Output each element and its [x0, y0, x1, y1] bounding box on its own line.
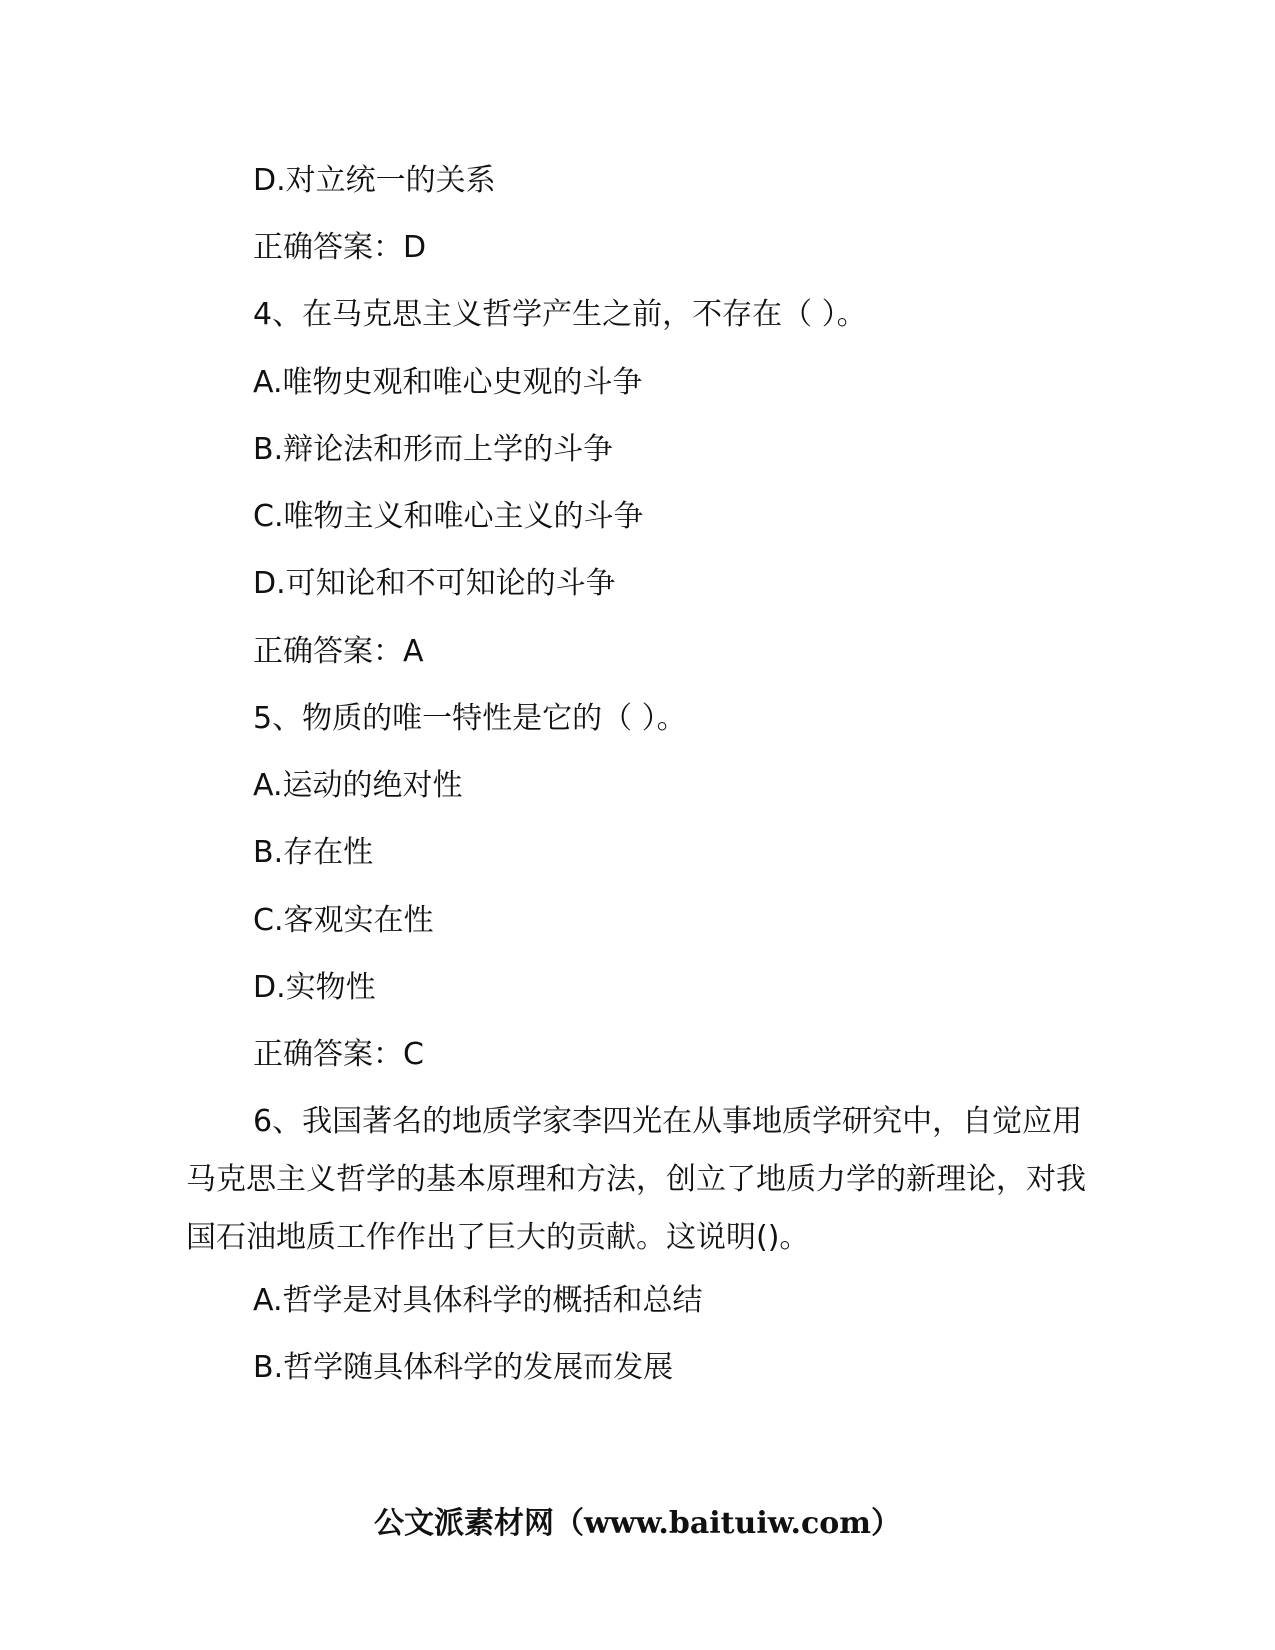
footer-watermark: 公文派素材网（www.baituiw.com） [373, 1506, 902, 1541]
option-a-q6: A.哲学是对具体科学的概括和总结 [253, 1283, 703, 1318]
question-5: 5、物质的唯一特性是它的（ ）。 [253, 701, 687, 736]
option-b-q4: B.辩论法和形而上学的斗争 [253, 432, 614, 467]
option-c-q5: C.客观实在性 [253, 903, 434, 938]
option-b-q5: B.存在性 [253, 835, 374, 870]
answer-q4: 正确答案：A [253, 634, 424, 669]
option-b-q6: B.哲学随具体科学的发展而发展 [253, 1350, 674, 1385]
question-6: 6、我国著名的地质学家李四光在从事地质学研究中，自觉应用马克思主义哲学的基本原理和方法，创立了地质力学的新理论，对我国石油地质工作作出了巨大的贡献。这说明()。 [186, 1104, 1086, 1255]
answer-q5: 正确答案：C [253, 1037, 424, 1072]
option-a-q5: A.运动的绝对性 [253, 768, 463, 803]
option-d-q5: D.实物性 [253, 970, 376, 1005]
answer-q3: 正确答案：D [253, 230, 427, 265]
option-d-q4: D.可知论和不可知论的斗争 [253, 566, 616, 601]
question-4: 4、在马克思主义哲学产生之前，不存在（ ）。 [253, 297, 867, 332]
option-c-q4: C.唯物主义和唯心主义的斗争 [253, 499, 644, 534]
option-d-q3: D.对立统一的关系 [253, 163, 496, 198]
option-a-q4: A.唯物史观和唯心史观的斗争 [253, 365, 643, 400]
